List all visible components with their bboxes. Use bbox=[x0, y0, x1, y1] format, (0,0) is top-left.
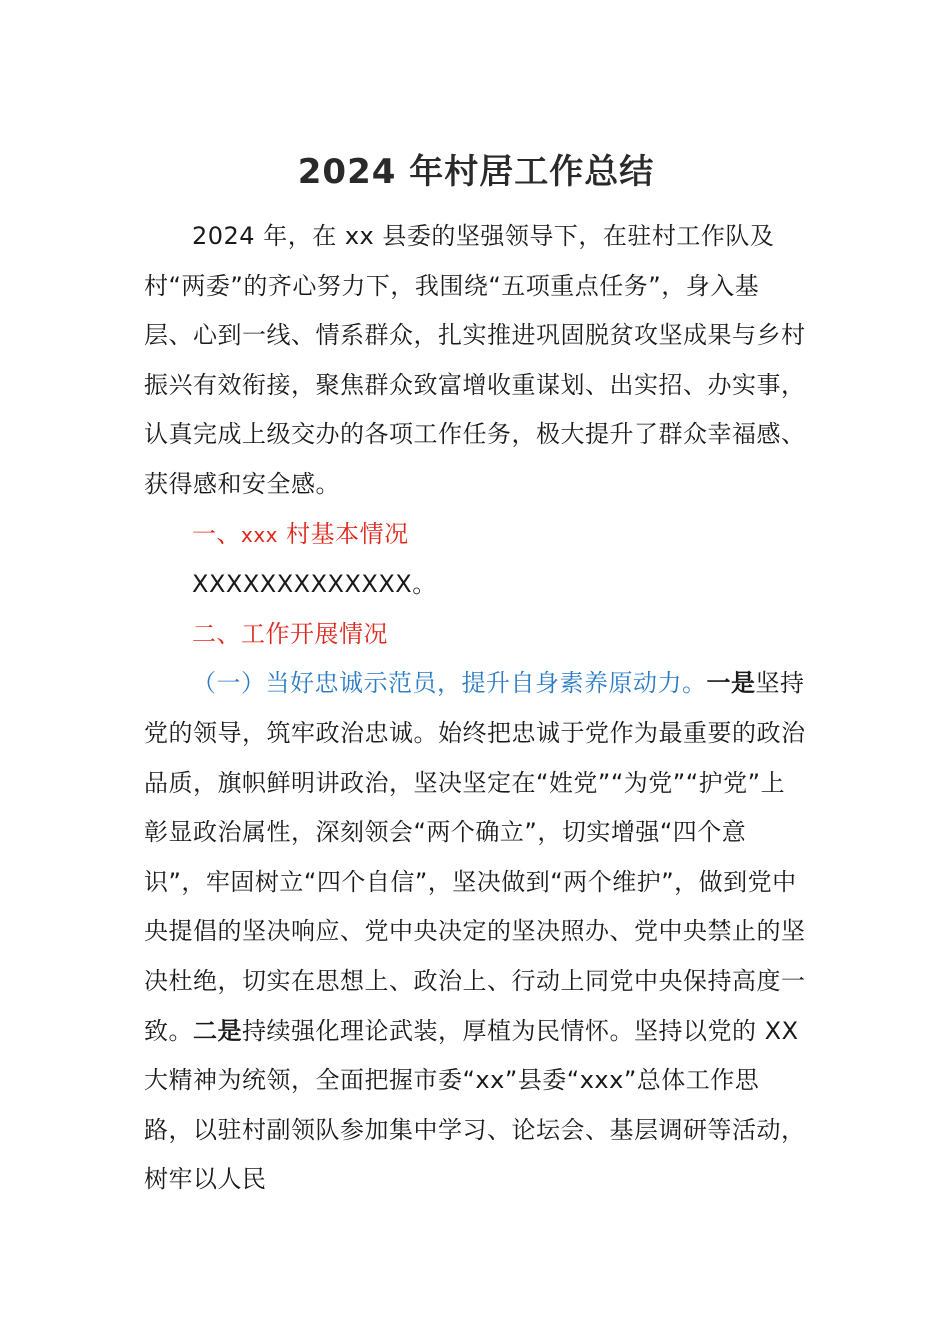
document-body bbox=[144, 142, 808, 1205]
section-heading-basic-info bbox=[144, 510, 808, 561]
document-title: 2024 年村居工作总结 bbox=[297, 152, 655, 192]
village-name-placeholder: xxx bbox=[241, 522, 279, 547]
subsection-heading: （一）当好忠诚示范员，提升自身素养原动力。 bbox=[192, 669, 707, 698]
point-text-two: 持续强化理论武装，厚植为民情怀。坚持以党的 XX 大精神为统领，全面把握市委“xx”县委“xxx”总体工作思路，以驻村副领队参加集中学习、论坛会、基层调研等活动，树牢以人民 bbox=[144, 1016, 806, 1194]
basic-info-paragraph: XXXXXXXXXXXXX。 bbox=[192, 570, 437, 599]
point-lead-two: 二是 bbox=[193, 1016, 242, 1045]
section-heading-work: 二、工作开展情况 bbox=[192, 619, 388, 648]
point-text-one: 坚持党的领导，筑牢政治忠诚。始终把忠诚于党作为最重要的政治品质，旗帜鲜明讲政治，坚决坚定在“姓党”“为党”“护党”上彰显政治属性，深刻领会“两个确立”，切实增强“四个意识”，牢固树立“四个自信”，坚决做到“两个维护”，做到党中央提倡的坚决响应、党中央决定的坚决照办、党中央禁止的坚决杜绝，切实在思想上、政治上、行动上同党中央保持高度一致。 bbox=[144, 669, 806, 1045]
intro-paragraph: 2024 年，在 xx 县委的坚强领导下，在驻村工作队及村“两委”的齐心努力下，我围绕“五项重点任务”，身入基层、心到一线、情系群众，扎实推进巩固脱贫攻坚成果与乡村振兴有效衔接，聚焦群众致富增收重谋划、出实招、办实事，认真完成上级交办的各项工作任务，极大提升了群众幸福感、获得感和安全感。 bbox=[144, 222, 806, 498]
subsection-paragraph bbox=[144, 659, 808, 1205]
section-heading-text: 村基本情况 bbox=[278, 519, 409, 548]
section-number: 一、 bbox=[192, 519, 241, 548]
point-lead-one: 一是 bbox=[706, 669, 756, 698]
